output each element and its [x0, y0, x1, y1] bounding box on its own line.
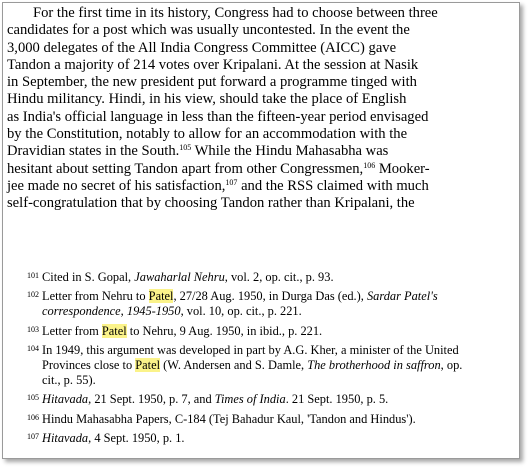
footnotes: [27, 270, 513, 450]
footnote-106: [27, 412, 513, 427]
footnote-text: Letter from Nehru to: [42, 289, 149, 304]
text-line: For the first time in its history, Congress had to choose between three: [33, 5, 438, 21]
footnote-title: correspondence, 1945-1950: [42, 304, 181, 319]
footnote-text: In 1949, this argument was developed in part by A.G. Kher, a minister of the United: [42, 342, 459, 357]
footnote-ref: 105: [179, 143, 192, 153]
footnote-text: . 21 Sept. 1950, p. 5.: [285, 392, 389, 407]
text-line: as India's official language in less than the fifteen-year period envisaged: [7, 108, 429, 125]
text-segment: hesitant about setting Tandon apart from other Congressmen,: [7, 160, 364, 177]
footnote-104: [27, 343, 513, 389]
footnote-text: , vol. 2, op. cit., p. 93.: [224, 270, 334, 284]
footnote-number: 104: [27, 343, 39, 353]
text-line: candidates for a post which was usually uncontested. In the event the: [7, 22, 410, 39]
footnote-107: [27, 431, 513, 446]
footnote-text: Provinces close to: [42, 358, 136, 373]
text-line: by the Constitution, notably to allow for an accommodation with the: [7, 126, 408, 143]
footnote-ref: 106: [363, 160, 376, 170]
footnote-105: [27, 392, 513, 407]
page-frame: [2, 2, 520, 459]
footnote-text: cit., p. 55).: [42, 373, 96, 388]
footnote-text: , vol. 10, op. cit., p. 221.: [180, 304, 302, 319]
text-line: [7, 143, 512, 160]
footnote-102: [27, 289, 513, 319]
footnote-text: to Nehru, 9 Aug. 1950, in ibid., p. 221.: [126, 323, 323, 338]
body-paragraph: [7, 5, 512, 213]
footnote-number: 102: [27, 290, 39, 300]
text-segment: While the Hindu Mahasabha was: [191, 143, 389, 160]
footnote-text: Hindu Mahasabha Papers, C-184 (Tej Bahadur Kaul, 'Tandon and Hindus').: [42, 411, 416, 426]
footnote-title: Hitavada: [42, 392, 89, 407]
footnote-text: , 4 Sept. 1950, p. 1.: [88, 430, 185, 445]
text-line: self-congratulation that by choosing Tandon rather than Kripalani, the: [7, 195, 415, 212]
text-line: [7, 178, 512, 195]
footnote-text: Letter from: [42, 323, 102, 338]
footnote-number: 103: [27, 324, 39, 334]
highlighted-name: Patel: [135, 358, 161, 373]
footnote-title: Jawaharlal Nehru: [134, 270, 225, 284]
text-line: Hindu militancy. Hindi, in his view, should take the place of English: [7, 91, 407, 108]
highlighted-name: Patel: [101, 323, 127, 338]
footnote-text: , 27/28 Aug. 1950, in Durga Das (ed.),: [173, 289, 367, 304]
text-line: Tandon a majority of 214 votes over Kripalani. At the session at Nasik: [7, 56, 419, 73]
footnote-text: (W. Andersen and S. Damle,: [160, 358, 308, 373]
footnote-title: Hitavada: [42, 430, 89, 445]
footnote-101: [27, 270, 513, 285]
footnote-number: 107: [27, 431, 39, 441]
footnote-text: , op.: [440, 358, 463, 373]
footnote-ref: 107: [225, 177, 238, 187]
text-line: in September, the new president put forward a programme tinged with: [7, 74, 417, 91]
text-segment: Mooker-: [375, 160, 430, 177]
footnote-title: Times of India: [214, 392, 286, 407]
footnote-title: Sardar Patel's: [366, 289, 438, 304]
footnote-text: Cited in S. Gopal,: [42, 270, 135, 284]
text-segment: jee made no secret of his satisfaction,: [7, 177, 226, 194]
footnote-text: , 21 Sept. 1950, p. 7, and: [88, 392, 215, 407]
text-segment: and the RSS claimed with much: [237, 177, 429, 194]
highlighted-name: Patel: [148, 289, 174, 304]
footnote-number: 106: [27, 412, 39, 422]
footnote-title: The brotherhood in saffron: [307, 358, 441, 373]
footnote-103: [27, 324, 513, 339]
footnote-number: 101: [27, 271, 39, 280]
text-segment: Dravidian states in the South.: [7, 143, 180, 160]
text-line: 3,000 delegates of the All India Congress Committee (AICC) gave: [7, 39, 397, 56]
text-line: [7, 161, 512, 178]
footnote-number: 105: [27, 393, 39, 403]
